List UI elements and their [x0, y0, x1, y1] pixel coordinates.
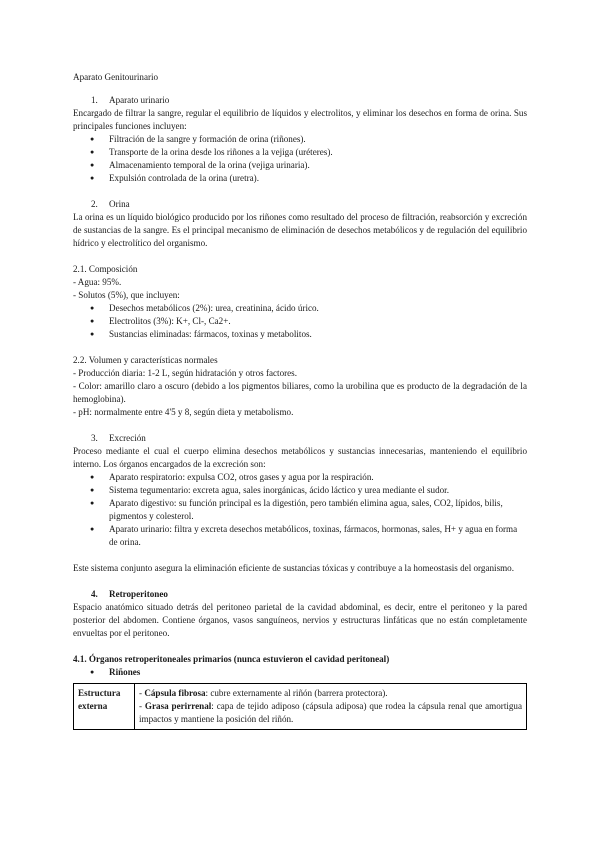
- bullet-icon: ●: [90, 473, 95, 481]
- table-entry-1-term: Cápsula fibrosa: [144, 688, 206, 698]
- list-item: ● Aparato urinario: filtra y excreta desechos metabólicos, toxinas, fármacos, hormonas, sales, H+ y agua en forma de orina.: [90, 524, 518, 547]
- list-item: ● Riñones: [90, 667, 141, 677]
- table-entry-2-term: Grasa perirrenal: [144, 701, 212, 711]
- document-content: [73, 71, 527, 730]
- bullet-icon: ●: [90, 330, 95, 338]
- section-1-intro: Encargado de filtrar la sangre, regular el equilibrio de líquidos y electrolitos, y eliminar los desechos en forma de orina. Sus principales funciones incluyen:: [73, 108, 527, 131]
- section-2-heading: [73, 198, 527, 211]
- section-4-number: 4.: [91, 589, 98, 599]
- table-entry-1-text: : cubre externamente al riñón (barrera protectora).: [205, 688, 388, 698]
- section-2-2-line-1: - Producción diaria: 1-2 L, según hidratación y otros factores.: [73, 368, 297, 378]
- section-3-list: [73, 471, 527, 549]
- table-entry-2: - Grasa perirrenal: capa de tejido adiposo (cápsula adiposa) que rodea la cápsula renal que amortigua impactos y mantiene la posición del riñón.: [139, 701, 523, 724]
- list-item: ● Sustancias eliminadas: fármacos, toxinas y metabolitos.: [90, 329, 312, 339]
- section-2-intro: La orina es un líquido biológico producido por los riñones como resultado del proceso de filtración, reabsorción y excreción de sustancias de la sangre. Es el principal mecanismo de eliminación de desechos metabólicos y de regulación del equilibrio hídrico y electrolítico del organismo.: [73, 212, 527, 248]
- bullet-icon: ●: [90, 525, 95, 533]
- section-2-number: 2.: [91, 199, 98, 209]
- bullet-icon: ●: [90, 135, 95, 143]
- section-3-closing: Este sistema conjunto asegura la eliminación eficiente de sustancias tóxicas y contribuye a la homeostasis del organismo.: [73, 563, 515, 573]
- table-entry-2-text: : capa de tejido adiposo (cápsula adiposa) que rodea la cápsula renal que amortigua impactos y mantiene la posición del riñón.: [139, 701, 523, 724]
- section-4-title: Retroperitoneo: [109, 589, 168, 599]
- section-2-1-line-1: - Agua: 95%.: [73, 277, 122, 287]
- section-1-number: 1.: [91, 95, 98, 105]
- kidney-structure-table: [73, 683, 527, 730]
- list-item: ● Aparato respiratorio: expulsa CO2, otros gases y agua por la respiración.: [90, 472, 374, 482]
- section-2-title: Orina: [109, 199, 130, 209]
- section-4-intro: Espacio anatómico situado detrás del peritoneo parietal de la cavidad abdominal, es decir, entre el peritoneo y la pared posterior del abdomen. Contiene órganos, vasos sanguíneos, nervios y estructuras linfáticas que no están completamente envueltas por el peritoneo.: [73, 602, 527, 638]
- document-title: Aparato Genitourinario: [73, 72, 159, 82]
- list-item: ● Expulsión controlada de la orina (uretra).: [90, 173, 259, 183]
- bullet-icon: ●: [90, 317, 95, 325]
- section-3-heading: [73, 432, 527, 445]
- list-item: ● Filtración de la sangre y formación de orina (riñones).: [90, 134, 306, 144]
- table-label-cell: Estructura externa: [74, 684, 135, 730]
- section-4-heading: [73, 588, 527, 601]
- section-3-intro: Proceso mediante el cual el cuerpo elimina desechos metabólicos y sustancias innecesarias, manteniendo el equilibrio interno. Los órganos encargados de la excreción son:: [73, 446, 527, 469]
- bullet-icon: ●: [90, 486, 95, 494]
- section-1-title: Aparato urinario: [109, 95, 170, 105]
- section-2-2-line-2: - Color: amarillo claro a oscuro (debido a los pigmentos biliares, como la urobilina que es producto de la degradación de la hemoglobina).: [73, 381, 527, 404]
- section-2-2-line-3: - pH: normalmente entre 4'5 y 8, según dieta y metabolismo.: [73, 407, 294, 417]
- bullet-icon: ●: [90, 304, 95, 312]
- section-4-1-list: [73, 666, 527, 679]
- list-item: ● Desechos metabólicos (2%): urea, creatinina, ácido úrico.: [90, 303, 319, 313]
- list-item: ● Sistema tegumentario: excreta agua, sales inorgánicas, ácido láctico y urea mediante el sudor.: [90, 485, 449, 495]
- section-2-1-list: [73, 302, 527, 341]
- section-2-1-line-2: - Solutos (5%), que incluyen:: [73, 290, 180, 300]
- section-1-list: [73, 133, 527, 185]
- section-1-heading: [73, 94, 527, 107]
- list-item: ● Transporte de la orina desde los riñones a la vejiga (uréteres).: [90, 147, 333, 157]
- table-content-cell: [135, 684, 527, 730]
- bullet-icon: ●: [90, 148, 95, 156]
- bullet-icon: ●: [90, 161, 95, 169]
- table-entry-1: - Cápsula fibrosa: cubre externamente al riñón (barrera protectora).: [139, 688, 388, 698]
- section-2-1-heading: 2.1. Composición: [73, 264, 138, 274]
- section-3-title: Excreción: [109, 433, 146, 443]
- bullet-icon: ●: [90, 499, 95, 507]
- list-item: ● Almacenamiento temporal de la orina (vejiga urinaria).: [90, 160, 310, 170]
- list-item: ● Electrolitos (3%): K+, Cl-, Ca2+.: [90, 316, 231, 326]
- list-item: ● Aparato digestivo: su función principal es la digestión, pero también elimina agua, sales, CO2, lípidos, bilis, pigmentos y colesterol.: [90, 498, 503, 521]
- bullet-icon: ●: [90, 668, 95, 676]
- table-row: [74, 684, 527, 730]
- bullet-icon: ●: [90, 174, 95, 182]
- section-3-number: 3.: [91, 433, 98, 443]
- section-4-1-heading: 4.1. Órganos retroperitoneales primarios (nunca estuvieron el cavidad peritoneal): [73, 654, 390, 664]
- section-2-2-heading: 2.2. Volumen y características normales: [73, 355, 218, 365]
